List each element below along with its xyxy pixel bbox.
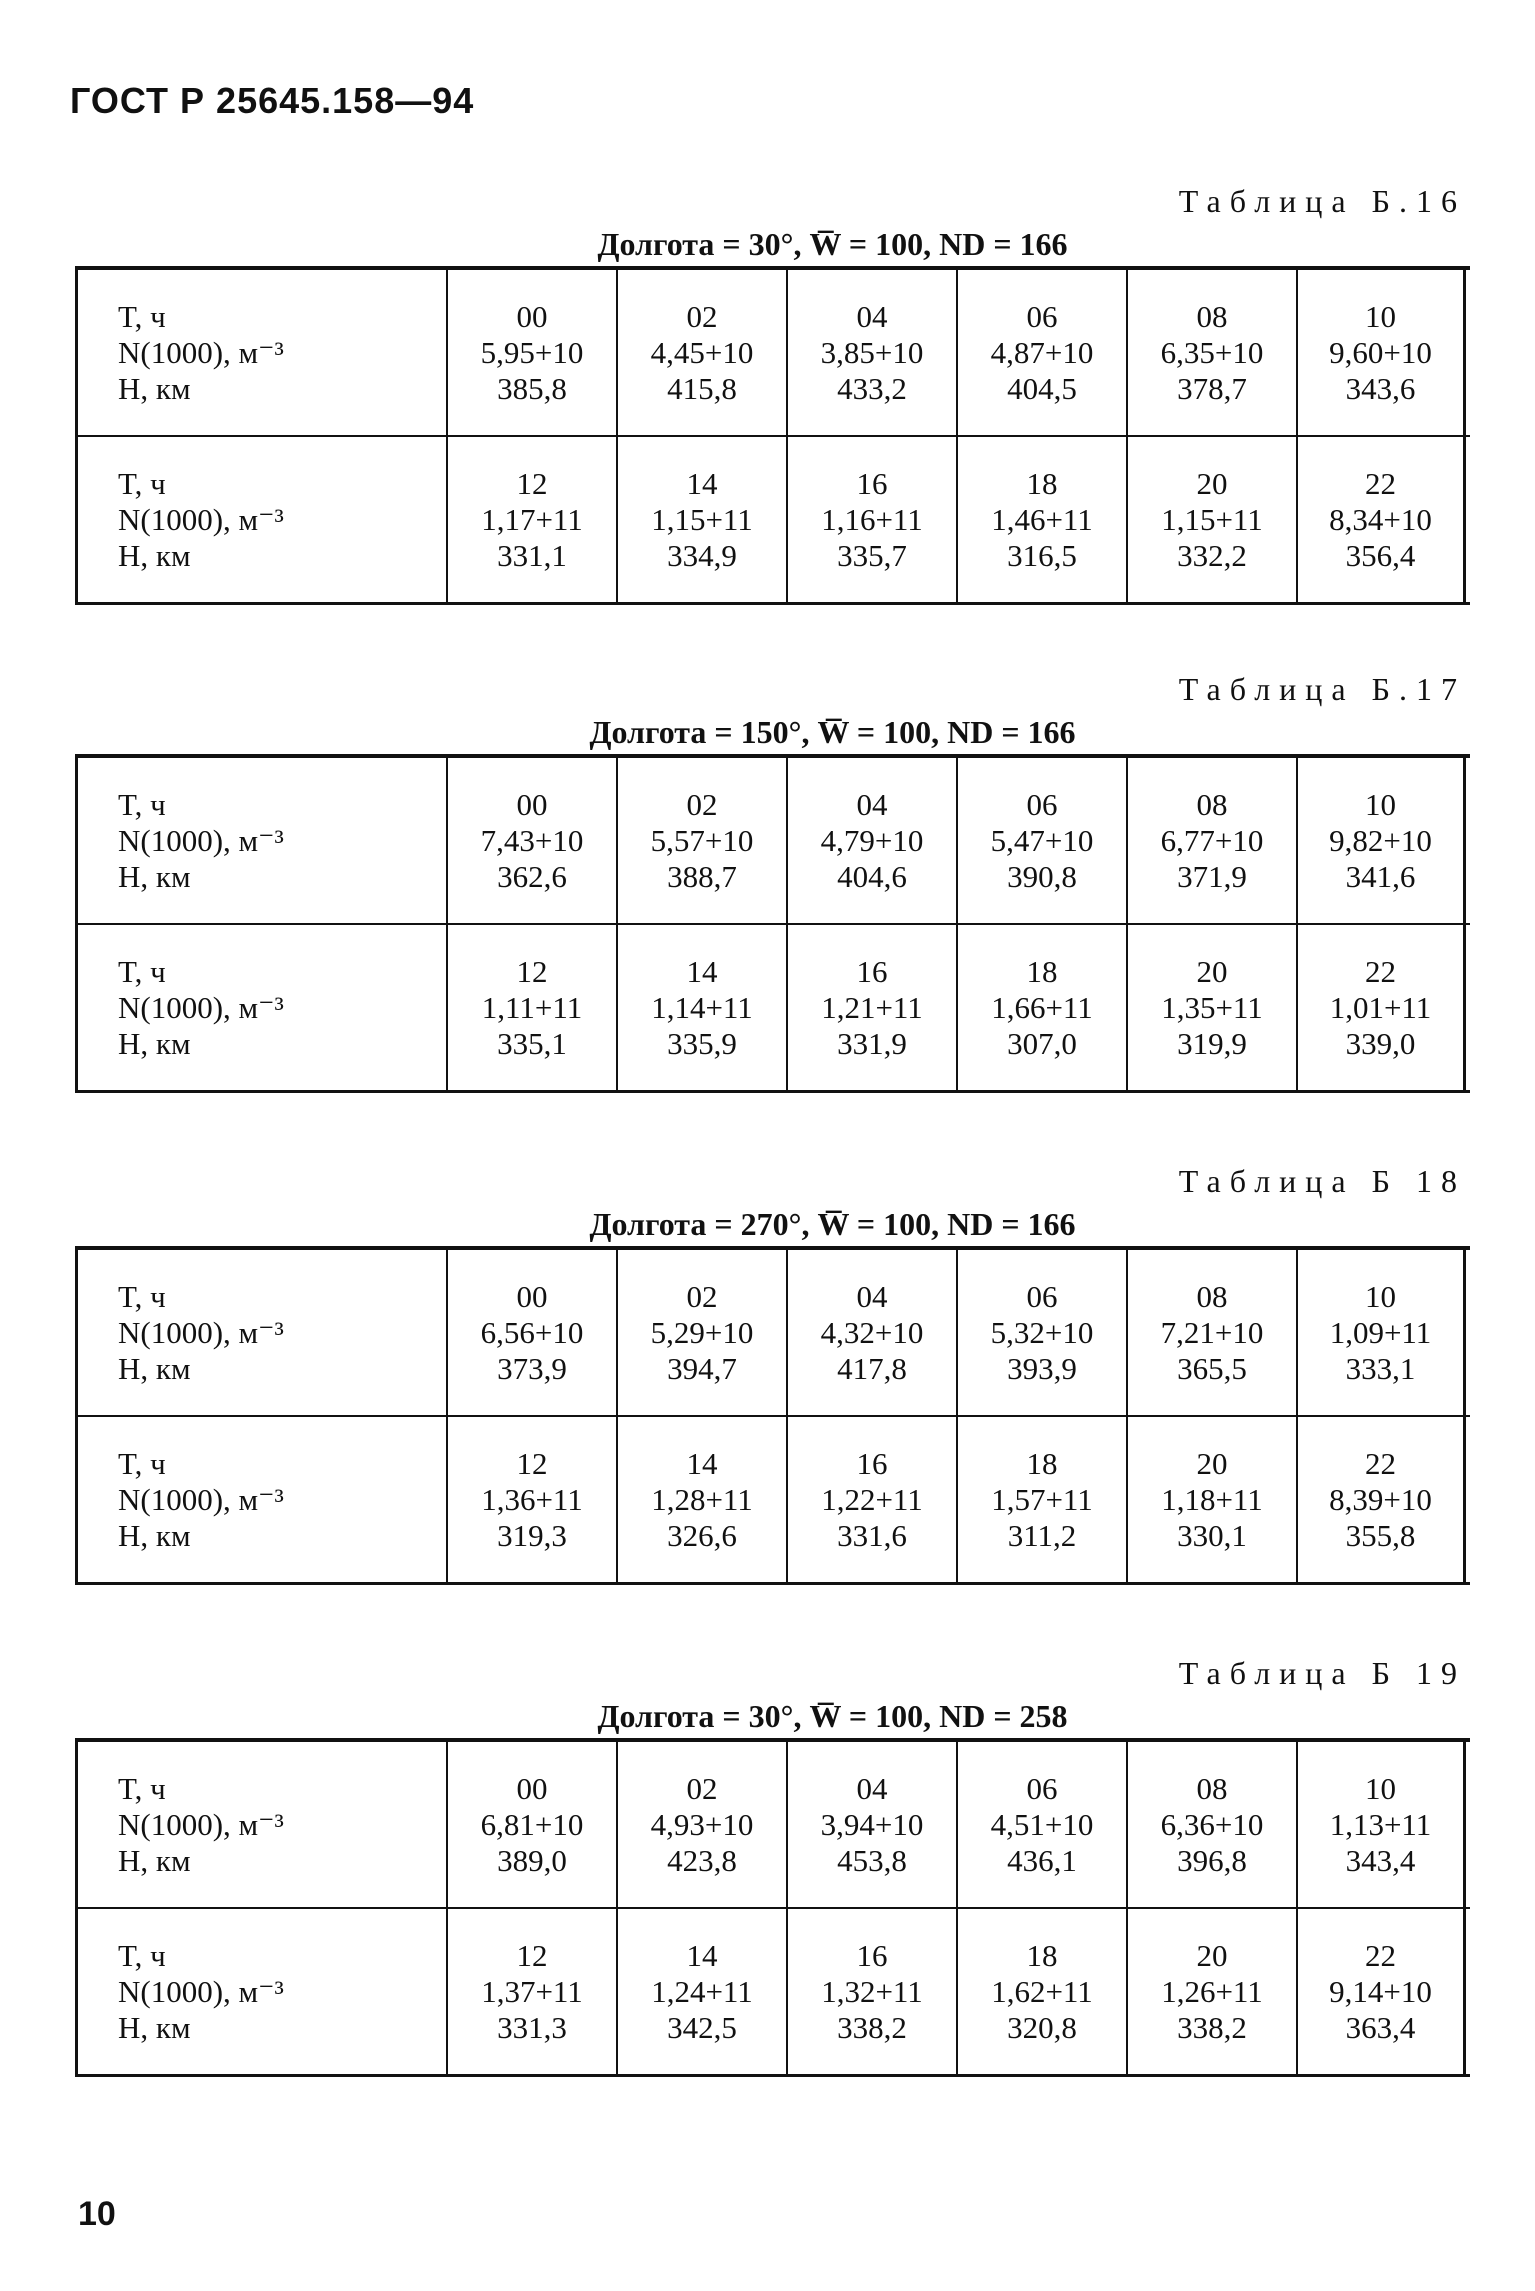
density-value: 9,14+10 (1329, 1973, 1432, 2009)
density-value: 1,28+11 (651, 1481, 753, 1517)
table-cell (446, 1742, 616, 1907)
table-cell (616, 1250, 786, 1415)
density-value: 6,36+10 (1160, 1806, 1264, 1842)
height-value: 362,6 (497, 858, 567, 894)
table-cell (616, 270, 786, 435)
height-value: 371,9 (1177, 858, 1247, 894)
table-cell (446, 1909, 616, 2074)
height-value: 307,0 (1007, 1025, 1077, 1061)
time-value: 02 (686, 1770, 718, 1806)
time-value: 20 (1196, 465, 1228, 501)
table-cell (1126, 1909, 1296, 2074)
density-value: 1,62+11 (991, 1973, 1093, 2009)
height-value: 331,3 (497, 2009, 567, 2045)
time-value: 10 (1365, 1278, 1396, 1314)
height-value: 316,5 (1007, 537, 1077, 573)
time-value: 22 (1365, 465, 1396, 501)
table-cell (616, 1909, 786, 2074)
row-label: N(1000), м⁻³ (118, 822, 284, 858)
table-caption: Долгота = 30°, W̅ = 100, ND = 258 (597, 1698, 1068, 1734)
row-label: N(1000), м⁻³ (118, 501, 284, 537)
row-label: T, ч (118, 465, 166, 501)
height-value: 453,8 (837, 1842, 907, 1878)
table-cell (1296, 758, 1466, 923)
table-cell (1126, 758, 1296, 923)
row-labels-cell (75, 1742, 446, 1907)
density-value: 4,51+10 (990, 1806, 1094, 1842)
table-cell (1126, 1417, 1296, 1582)
table-row (75, 1742, 1470, 1907)
height-value: 355,8 (1345, 1517, 1416, 1553)
data-table (75, 754, 1470, 1093)
time-value: 22 (1365, 953, 1396, 989)
height-value: 394,7 (667, 1350, 737, 1386)
table-cell (1126, 437, 1296, 602)
time-value: 16 (856, 1445, 888, 1481)
row-label: H, км (118, 1025, 191, 1061)
height-value: 393,9 (1007, 1350, 1077, 1386)
table-cell (446, 1417, 616, 1582)
row-label: H, км (118, 1517, 191, 1553)
density-value: 6,35+10 (1160, 334, 1264, 370)
density-value: 4,79+10 (820, 822, 924, 858)
row-label: T, ч (118, 1278, 166, 1314)
time-value: 06 (1026, 298, 1058, 334)
time-value: 12 (516, 465, 548, 501)
table-cell (446, 437, 616, 602)
document-header: ГОСТ Р 25645.158—94 (70, 80, 475, 121)
time-value: 10 (1365, 298, 1396, 334)
height-value: 404,6 (837, 858, 907, 894)
height-value: 385,8 (497, 370, 567, 406)
density-value: 3,85+10 (820, 334, 924, 370)
time-value: 00 (516, 1770, 548, 1806)
row-labels-cell (75, 437, 446, 602)
row-label: T, ч (118, 298, 166, 334)
table-cell (446, 270, 616, 435)
table-cell (1126, 1742, 1296, 1907)
density-value: 4,87+10 (990, 334, 1094, 370)
height-value: 423,8 (667, 1842, 737, 1878)
time-value: 14 (686, 1937, 718, 1973)
height-value: 415,8 (667, 370, 737, 406)
density-value: 1,46+11 (991, 501, 1093, 537)
row-labels-cell (75, 758, 446, 923)
table-block (75, 180, 1470, 605)
row-label: H, км (118, 537, 191, 573)
height-value: 436,1 (1007, 1842, 1077, 1878)
time-value: 10 (1365, 1770, 1396, 1806)
table-cell (786, 437, 956, 602)
height-value: 338,2 (1177, 2009, 1247, 2045)
table-cell (1296, 1417, 1466, 1582)
height-value: 341,6 (1345, 858, 1416, 894)
table-cell (956, 437, 1126, 602)
density-value: 1,09+11 (1329, 1314, 1432, 1350)
height-value: 331,6 (837, 1517, 907, 1553)
density-value: 1,14+11 (651, 989, 753, 1025)
density-value: 5,57+10 (650, 822, 754, 858)
height-value: 333,1 (1345, 1350, 1416, 1386)
density-value: 1,11+11 (481, 989, 583, 1025)
table-cell (956, 270, 1126, 435)
table-cell (616, 1417, 786, 1582)
time-value: 10 (1365, 786, 1396, 822)
height-value: 373,9 (497, 1350, 567, 1386)
data-table (75, 1738, 1470, 2077)
table-cell (786, 1417, 956, 1582)
table-label: Таблица Б 19 (1178, 1655, 1466, 1691)
row-label: H, км (118, 2009, 191, 2045)
row-label: H, км (118, 1842, 191, 1878)
density-value: 6,81+10 (480, 1806, 584, 1842)
height-value: 338,2 (837, 2009, 907, 2045)
time-value: 14 (686, 953, 718, 989)
height-value: 433,2 (837, 370, 907, 406)
time-value: 04 (856, 1770, 888, 1806)
time-value: 00 (516, 298, 548, 334)
density-value: 1,32+11 (821, 1973, 923, 2009)
table-row (75, 435, 1470, 602)
row-label: N(1000), м⁻³ (118, 1314, 284, 1350)
time-value: 20 (1196, 953, 1228, 989)
density-value: 1,57+11 (991, 1481, 1093, 1517)
table-cell (1296, 270, 1466, 435)
time-value: 06 (1026, 1278, 1058, 1314)
table-cell (446, 1250, 616, 1415)
time-value: 22 (1365, 1937, 1396, 1973)
time-value: 06 (1026, 1770, 1058, 1806)
time-value: 12 (516, 1937, 548, 1973)
density-value: 1,13+11 (1329, 1806, 1432, 1842)
height-value: 396,8 (1177, 1842, 1247, 1878)
time-value: 08 (1196, 1278, 1228, 1314)
height-value: 390,8 (1007, 858, 1077, 894)
density-value: 1,21+11 (821, 989, 923, 1025)
time-value: 14 (686, 1445, 718, 1481)
density-value: 1,16+11 (821, 501, 923, 537)
density-value: 1,01+11 (1329, 989, 1432, 1025)
table-cell (956, 1742, 1126, 1907)
table-cell (1296, 925, 1466, 1090)
height-value: 319,3 (497, 1517, 567, 1553)
time-value: 00 (516, 786, 548, 822)
height-value: 378,7 (1177, 370, 1247, 406)
table-row (75, 923, 1470, 1090)
table-block (75, 1160, 1470, 1585)
table-cell (616, 1742, 786, 1907)
time-value: 04 (856, 1278, 888, 1314)
time-value: 02 (686, 786, 718, 822)
row-label: N(1000), м⁻³ (118, 1806, 284, 1842)
table-cell (1296, 1909, 1466, 2074)
table-block (75, 1652, 1470, 2077)
density-value: 6,56+10 (480, 1314, 584, 1350)
table-cell (616, 758, 786, 923)
row-label: N(1000), м⁻³ (118, 334, 284, 370)
table-cell (1296, 1742, 1466, 1907)
height-value: 331,1 (497, 537, 567, 573)
density-value: 8,39+10 (1329, 1481, 1432, 1517)
time-value: 16 (856, 465, 888, 501)
height-value: 335,7 (837, 537, 907, 573)
time-value: 04 (856, 298, 888, 334)
time-value: 14 (686, 465, 718, 501)
row-label: T, ч (118, 953, 166, 989)
row-label: T, ч (118, 1770, 166, 1806)
height-value: 319,9 (1177, 1025, 1247, 1061)
row-label: H, км (118, 370, 191, 406)
time-value: 20 (1196, 1937, 1228, 1973)
table-cell (446, 925, 616, 1090)
height-value: 311,2 (1007, 1517, 1077, 1553)
height-value: 417,8 (837, 1350, 907, 1386)
table-label: Таблица Б 18 (1178, 1163, 1466, 1199)
row-labels-cell (75, 1909, 446, 2074)
table-cell (956, 1250, 1126, 1415)
table-cell (956, 925, 1126, 1090)
density-value: 7,21+10 (1160, 1314, 1264, 1350)
height-value: 404,5 (1007, 370, 1077, 406)
density-value: 8,34+10 (1329, 501, 1432, 537)
table-cell (786, 1742, 956, 1907)
time-value: 18 (1026, 465, 1058, 501)
height-value: 343,6 (1345, 370, 1416, 406)
height-value: 335,9 (667, 1025, 737, 1061)
row-label: T, ч (118, 1937, 166, 1973)
time-value: 18 (1026, 953, 1058, 989)
density-value: 5,29+10 (650, 1314, 754, 1350)
time-value: 22 (1365, 1445, 1396, 1481)
density-value: 1,37+11 (481, 1973, 583, 2009)
density-value: 1,26+11 (1161, 1973, 1263, 2009)
table-row (75, 1907, 1470, 2074)
table-row (75, 758, 1470, 923)
time-value: 02 (686, 1278, 718, 1314)
density-value: 4,32+10 (820, 1314, 924, 1350)
table-block (75, 668, 1470, 1093)
time-value: 18 (1026, 1445, 1058, 1481)
time-value: 04 (856, 786, 888, 822)
height-value: 342,5 (667, 2009, 737, 2045)
density-value: 5,47+10 (990, 822, 1094, 858)
table-cell (616, 437, 786, 602)
density-value: 6,77+10 (1160, 822, 1264, 858)
density-value: 7,43+10 (480, 822, 584, 858)
time-value: 20 (1196, 1445, 1228, 1481)
time-value: 02 (686, 298, 718, 334)
table-cell (446, 758, 616, 923)
density-value: 9,60+10 (1329, 334, 1432, 370)
time-value: 12 (516, 1445, 548, 1481)
table-cell (956, 1417, 1126, 1582)
data-table (75, 1246, 1470, 1585)
row-label: H, км (118, 1350, 191, 1386)
density-value: 1,15+11 (651, 501, 753, 537)
row-label: N(1000), м⁻³ (118, 1481, 284, 1517)
row-label: N(1000), м⁻³ (118, 1973, 284, 2009)
table-caption: Долгота = 270°, W̅ = 100, ND = 166 (589, 1206, 1076, 1242)
table-cell (616, 925, 786, 1090)
height-value: 334,9 (667, 537, 737, 573)
table-cell (786, 1250, 956, 1415)
density-value: 1,17+11 (481, 501, 583, 537)
time-value: 18 (1026, 1937, 1058, 1973)
time-value: 16 (856, 1937, 888, 1973)
height-value: 331,9 (837, 1025, 907, 1061)
time-value: 16 (856, 953, 888, 989)
row-labels-cell (75, 925, 446, 1090)
row-label: H, км (118, 858, 191, 894)
time-value: 06 (1026, 786, 1058, 822)
height-value: 330,1 (1177, 1517, 1247, 1553)
height-value: 326,6 (667, 1517, 737, 1553)
table-cell (786, 758, 956, 923)
table-cell (786, 1909, 956, 2074)
row-labels-cell (75, 270, 446, 435)
table-cell (956, 1909, 1126, 2074)
height-value: 320,8 (1007, 2009, 1077, 2045)
row-label: T, ч (118, 786, 166, 822)
height-value: 343,4 (1345, 1842, 1416, 1878)
density-value: 1,35+11 (1161, 989, 1263, 1025)
height-value: 365,5 (1177, 1350, 1247, 1386)
table-cell (1126, 270, 1296, 435)
table-row (75, 270, 1470, 435)
table-cell (786, 270, 956, 435)
table-label: Таблица Б.17 (1178, 671, 1466, 707)
density-value: 1,66+11 (991, 989, 1093, 1025)
height-value: 388,7 (667, 858, 737, 894)
density-value: 1,24+11 (651, 1973, 753, 2009)
density-value: 4,45+10 (650, 334, 754, 370)
row-labels-cell (75, 1417, 446, 1582)
density-value: 3,94+10 (820, 1806, 924, 1842)
density-value: 9,82+10 (1329, 822, 1432, 858)
row-label: T, ч (118, 1445, 166, 1481)
page-number: 10 (78, 2195, 116, 2233)
time-value: 00 (516, 1278, 548, 1314)
height-value: 389,0 (497, 1842, 567, 1878)
table-cell (956, 758, 1126, 923)
height-value: 339,0 (1345, 1025, 1416, 1061)
density-value: 4,93+10 (650, 1806, 754, 1842)
table-cell (1296, 437, 1466, 602)
height-value: 332,2 (1177, 537, 1247, 573)
table-row (75, 1415, 1470, 1582)
density-value: 1,36+11 (481, 1481, 583, 1517)
height-value: 363,4 (1345, 2009, 1416, 2045)
table-row (75, 1250, 1470, 1415)
density-value: 1,22+11 (821, 1481, 923, 1517)
table-cell (786, 925, 956, 1090)
height-value: 335,1 (497, 1025, 567, 1061)
time-value: 08 (1196, 1770, 1228, 1806)
table-caption: Долгота = 30°, W̅ = 100, ND = 166 (597, 226, 1068, 262)
data-table (75, 266, 1470, 605)
density-value: 5,32+10 (990, 1314, 1094, 1350)
table-cell (1126, 1250, 1296, 1415)
table-caption: Долгота = 150°, W̅ = 100, ND = 166 (589, 714, 1076, 750)
density-value: 1,15+11 (1161, 501, 1263, 537)
row-labels-cell (75, 1250, 446, 1415)
table-cell (1126, 925, 1296, 1090)
height-value: 356,4 (1345, 537, 1416, 573)
row-label: N(1000), м⁻³ (118, 989, 284, 1025)
time-value: 08 (1196, 298, 1228, 334)
density-value: 1,18+11 (1161, 1481, 1263, 1517)
time-value: 12 (516, 953, 548, 989)
time-value: 08 (1196, 786, 1228, 822)
table-cell (1296, 1250, 1466, 1415)
density-value: 5,95+10 (480, 334, 584, 370)
table-label: Таблица Б.16 (1178, 183, 1466, 219)
